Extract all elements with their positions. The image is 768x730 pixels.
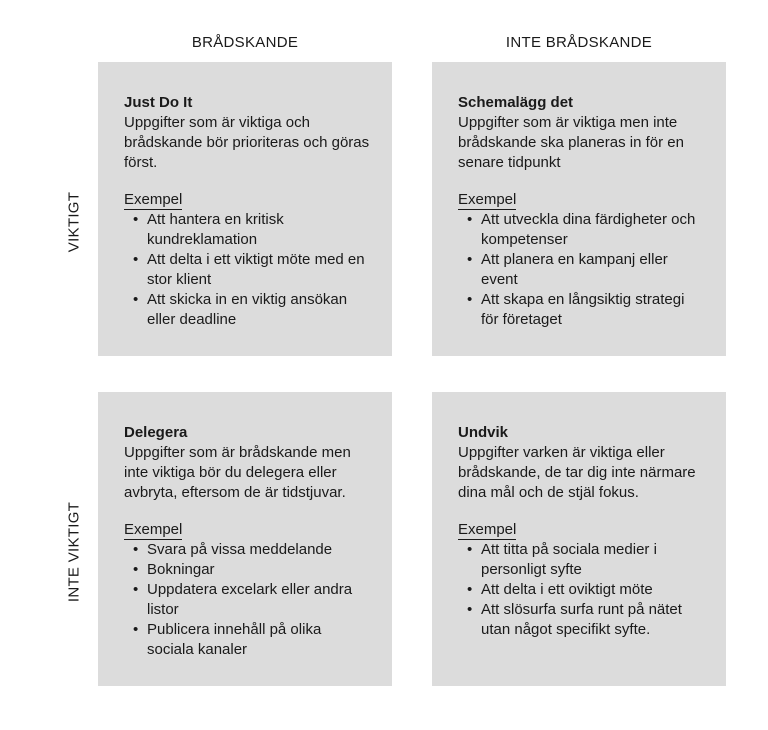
quadrant-title: Undvik bbox=[458, 424, 509, 441]
examples-list bbox=[458, 540, 706, 640]
quadrant-schemalagg-det bbox=[432, 62, 726, 356]
example-item: • Att utveckla dina färdigheter och kompetenser bbox=[458, 210, 706, 250]
quadrant-description: Uppgifter varken är viktiga eller brådskande, de tar dig inte närmare dina mål och de stjäl fokus. bbox=[458, 444, 696, 501]
example-item: • Bokningar bbox=[124, 560, 372, 580]
examples-label: Exempel bbox=[124, 191, 183, 208]
quadrant-undvik bbox=[432, 392, 726, 686]
quadrant-description: Uppgifter som är brådskande men inte viktiga bör du delegera eller avbryta, eftersom de är tidstjuvar. bbox=[124, 444, 351, 501]
example-item: • Att hantera en kritisk kundreklamation bbox=[124, 210, 372, 250]
example-item: • Att delta i ett viktigt möte med en stor klient bbox=[124, 250, 372, 290]
examples-list bbox=[124, 210, 372, 330]
quadrant-title: Delegera bbox=[124, 424, 188, 441]
quadrant-description: Uppgifter som är viktiga men inte brådskande ska planeras in för en senare tidpunkt bbox=[458, 114, 684, 171]
quadrant-title: Just Do It bbox=[124, 94, 193, 111]
row-header-viktigt-label: VIKTIGT bbox=[65, 191, 83, 253]
quadrant-delegera bbox=[98, 392, 392, 686]
example-item: • Att slösurfa surfa runt på nätet utan något specifikt syfte. bbox=[458, 600, 706, 640]
example-item: • Att planera en kampanj eller event bbox=[458, 250, 706, 290]
example-item: • Publicera innehåll på olika sociala kanaler bbox=[124, 620, 372, 660]
quadrant-title: Schemalägg det bbox=[458, 94, 574, 111]
examples-list bbox=[458, 210, 706, 330]
quadrant-description: Uppgifter som är viktiga och brådskande bör prioriteras och göras först. bbox=[124, 114, 370, 171]
example-item: • Att delta i ett oviktigt möte bbox=[458, 580, 706, 600]
examples-list bbox=[124, 540, 372, 660]
column-header-inte-bradskande: INTE BRÅDSKANDE bbox=[505, 34, 653, 51]
column-header-bradskande: BRÅDSKANDE bbox=[191, 34, 299, 51]
row-header-inte-viktigt-label: INTE VIKTIGT bbox=[65, 501, 83, 603]
example-item: • Uppdatera excelark eller andra listor bbox=[124, 580, 372, 620]
example-item: • Att titta på sociala medier i personligt syfte bbox=[458, 540, 706, 580]
example-item: • Att skapa en långsiktig strategi för företaget bbox=[458, 290, 706, 330]
example-item: • Svara på vissa meddelande bbox=[124, 540, 372, 560]
examples-label: Exempel bbox=[458, 521, 517, 538]
example-item: • Att skicka in en viktig ansökan eller deadline bbox=[124, 290, 372, 330]
quadrant-just-do-it bbox=[98, 62, 392, 356]
examples-label: Exempel bbox=[458, 191, 517, 208]
examples-label: Exempel bbox=[124, 521, 183, 538]
